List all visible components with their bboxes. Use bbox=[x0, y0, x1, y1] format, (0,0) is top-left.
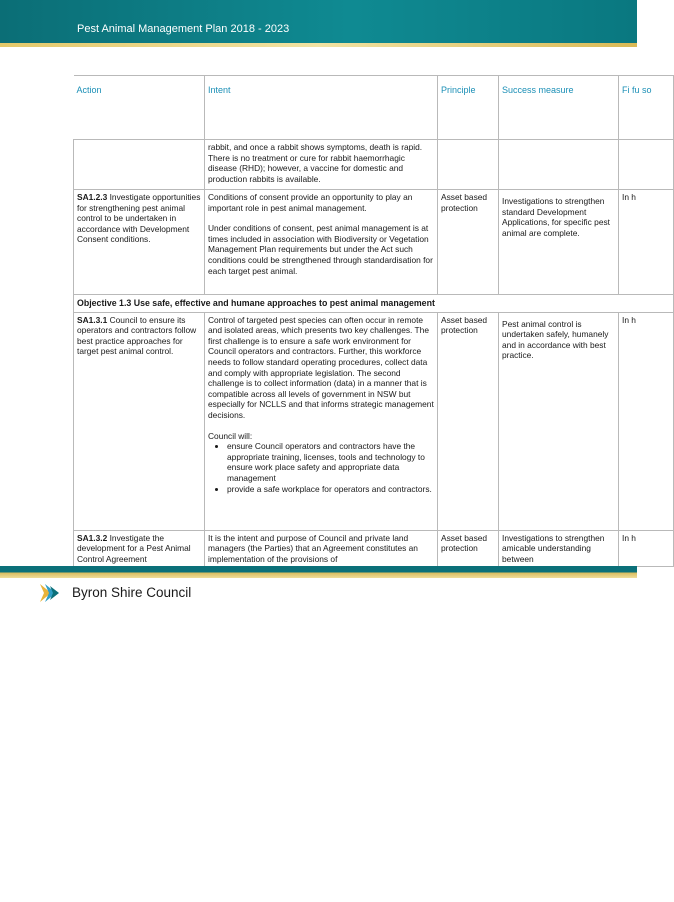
header-intent: Intent bbox=[205, 76, 438, 140]
funding-cell: In h bbox=[619, 312, 674, 530]
council-will-label: Council will: bbox=[208, 430, 253, 441]
action-cell bbox=[74, 190, 205, 295]
intent-cell bbox=[205, 312, 438, 530]
list-item: • ensure Council operators and contractors have the appropriate training, licenses, tools and technology to ensure work place safety and appropriate data management bbox=[227, 441, 434, 483]
intent-cell: It is the intent and purpose of Council and private land managers (the Parties) that an Agreement constitutes an implementation of the provisions of bbox=[205, 530, 438, 567]
action-cell bbox=[74, 312, 205, 530]
table-row bbox=[74, 530, 674, 567]
list-item: • provide a safe workplace for operators and contractors. bbox=[227, 484, 434, 495]
byron-shire-logo-icon bbox=[40, 583, 64, 603]
success-cell: Investigations to strengthen amicable understanding between bbox=[499, 530, 619, 567]
intent-cell: rabbit, and once a rabbit shows symptoms, death is rapid. There is no treatment or cure for rabbit haemorrhagic disease (RHD); however, a vaccine for domestic and production rabbits is available. bbox=[205, 140, 438, 190]
action-text: Investigate opportunities for strengthening pest animal control to be undertaken in accordance with Development Consent conditions. bbox=[77, 192, 201, 245]
objective-heading: Objective 1.3 Use safe, effective and humane approaches to pest animal management bbox=[74, 295, 674, 313]
footer-stripe bbox=[0, 566, 637, 578]
funding-cell: In h bbox=[619, 530, 674, 567]
action-code: SA1.3.2 bbox=[77, 532, 108, 543]
action-cell bbox=[74, 530, 205, 567]
header-banner bbox=[0, 0, 637, 45]
success-cell: Pest animal control is undertaken safely, humanely and in accordance with best practice. bbox=[499, 312, 619, 530]
council-name: Byron Shire Council bbox=[72, 585, 192, 600]
table-header-row bbox=[74, 76, 674, 140]
header-action: Action bbox=[74, 76, 205, 140]
intent-paragraph: Under conditions of consent, pest animal management is at times included in association with Biodiversity or Vegetation Management Plan requirements but under the Act such conditions could be strengthened through standardisation for each target pest animal. bbox=[208, 223, 433, 276]
principle-cell: Asset based protection bbox=[438, 312, 499, 530]
action-cell bbox=[74, 140, 205, 190]
principle-cell: Asset based protection bbox=[438, 190, 499, 295]
header-stripe bbox=[0, 43, 637, 47]
action-text: Investigate the development for a Pest Animal Control Agreement bbox=[77, 532, 191, 564]
table-row bbox=[74, 312, 674, 530]
objective-row bbox=[74, 295, 674, 313]
action-table bbox=[73, 75, 674, 567]
action-text: Council to ensure its operators and contractors follow best practice approaches for target pest animal control. bbox=[77, 314, 197, 357]
header-principle: Principle bbox=[438, 76, 499, 140]
action-code: SA1.3.1 bbox=[77, 314, 108, 325]
principle-cell: Asset based protection bbox=[438, 530, 499, 567]
success-cell: Investigations to strengthen standard Development Applications, for specific pest animal are complete. bbox=[499, 190, 619, 295]
header-success-measure: Success measure bbox=[499, 76, 619, 140]
table-row bbox=[74, 140, 674, 190]
funding-cell: In h bbox=[619, 190, 674, 295]
intent-cell bbox=[205, 190, 438, 295]
intent-paragraph: Control of targeted pest species can often occur in remote and isolated areas, which presents two key challenges. The first challenge is to ensure a safe work environment for Council operators and contractors. Further, this workforce needs to follow standard operating procedures, collect data and comply with appropriate legislation. The second challenge is to collect information (data) in a manner that is compatible across all levels of government in NSW but especially for NCLLS and that informs strategic management decisions. bbox=[208, 314, 434, 420]
header-funding: Fi fu so bbox=[619, 76, 674, 140]
document-title: Pest Animal Management Plan 2018 - 2023 bbox=[77, 23, 290, 35]
action-code: SA1.2.3 bbox=[77, 192, 108, 202]
intent-paragraph: Conditions of consent provide an opportunity to play an important role in pest animal management. bbox=[208, 192, 413, 213]
funding-cell bbox=[619, 140, 674, 190]
table-row bbox=[74, 190, 674, 295]
council-will-list bbox=[208, 441, 434, 494]
success-cell bbox=[499, 140, 619, 190]
principle-cell bbox=[438, 140, 499, 190]
